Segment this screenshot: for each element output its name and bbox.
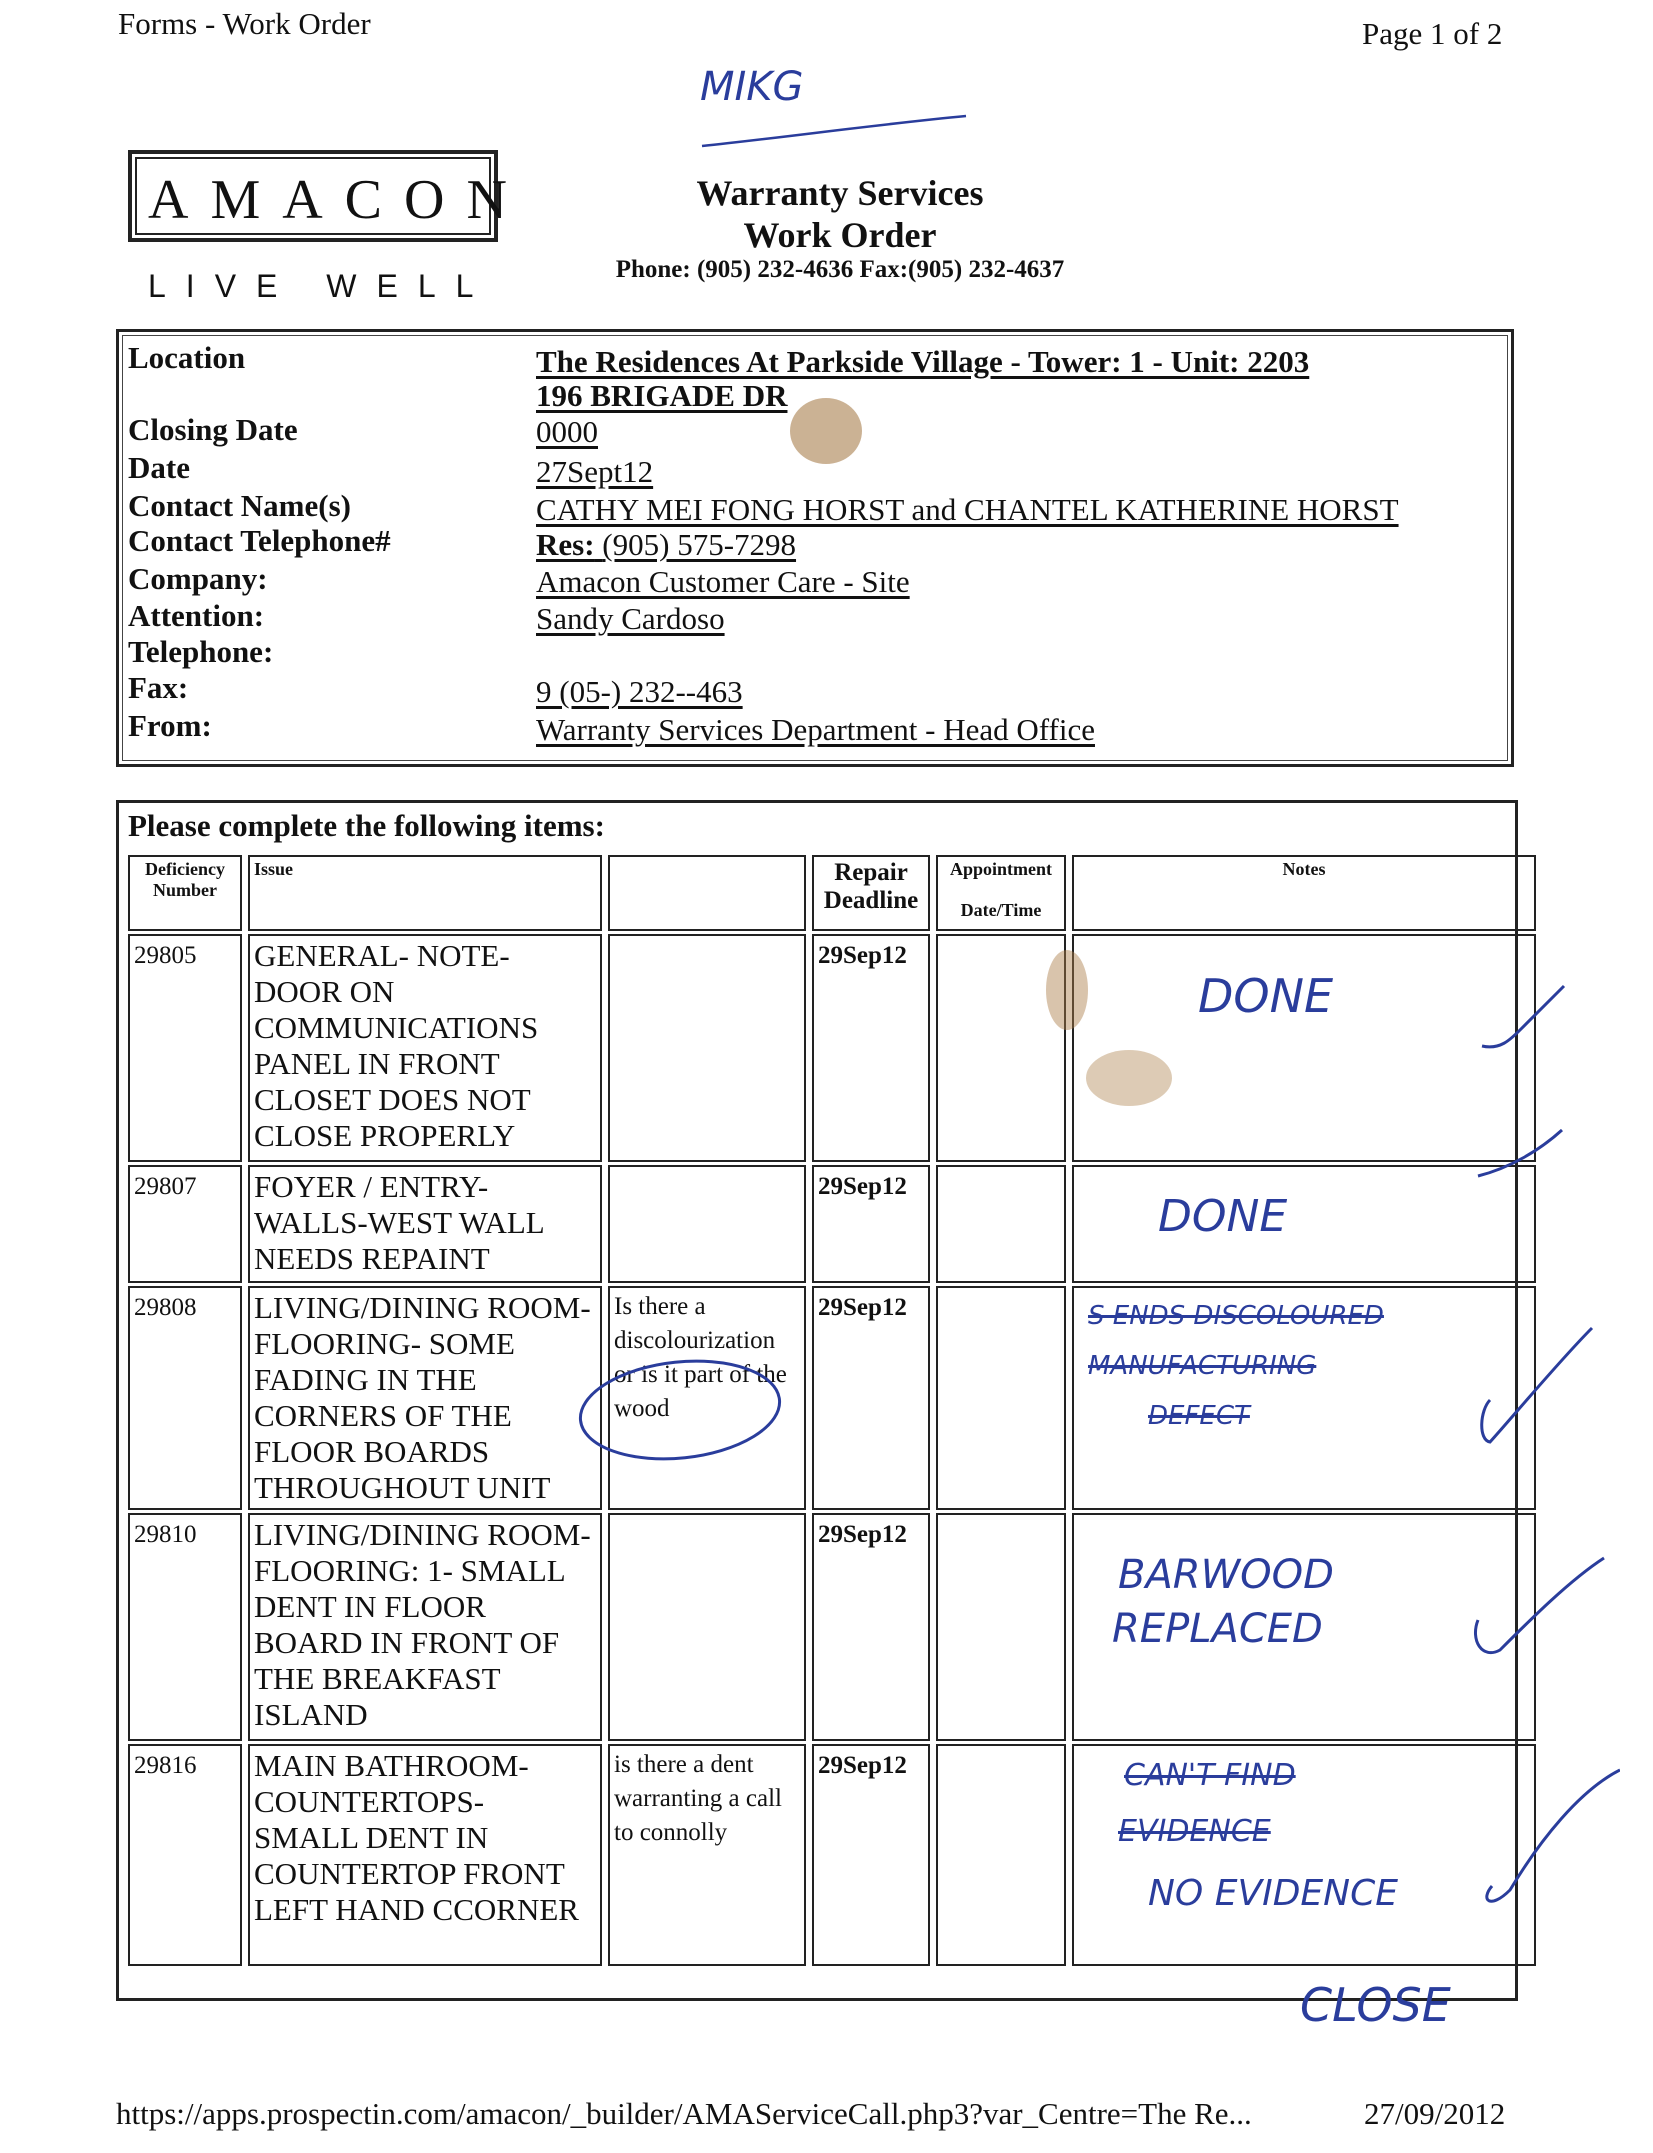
company-label: Company: <box>128 561 268 596</box>
header-repair-deadline: Repair Deadline <box>812 855 930 931</box>
handwritten-initials: MIKG <box>700 64 804 110</box>
notes-cell <box>1072 934 1536 1162</box>
company-tagline: LIVE WELL <box>148 268 494 304</box>
from-label: From: <box>128 708 212 743</box>
repair-deadline: 29Sep12 <box>812 1165 930 1283</box>
header-appointment-label: Appointment <box>949 859 1052 879</box>
handwritten-circle <box>570 1350 790 1480</box>
deficiency-number: 29807 <box>128 1165 242 1283</box>
contact-phone-fax: Phone: (905) 232-4636 Fax:(905) 232-4637 <box>615 256 1065 283</box>
handwritten-note: MANUFACTURING <box>1088 1351 1317 1381</box>
appointment-cell <box>936 1744 1066 1966</box>
handwritten-note: EVIDENCE <box>1118 1814 1271 1849</box>
document-subtitle: Work Order <box>743 215 937 255</box>
notes-cell <box>1072 1744 1536 1966</box>
repair-deadline: 29Sep12 <box>812 1513 930 1741</box>
notes-cell <box>1072 1286 1536 1510</box>
fax-label: Fax: <box>128 670 189 705</box>
coffee-stain <box>1046 950 1088 1030</box>
table-row <box>128 1286 1536 1510</box>
deficiency-number: 29805 <box>128 934 242 1162</box>
date-value: 27Sept12 <box>536 454 654 489</box>
coffee-stain <box>790 398 862 464</box>
deficiency-table <box>122 852 1542 1969</box>
issue-text: MAIN BATHROOM- COUNTERTOPS- SMALL DENT IN COUNTERTOP FRONT LEFT HAND CCORNER <box>248 1744 602 1966</box>
fax-value: 9 (05-) 232--463 <box>536 674 743 709</box>
document-title: Warranty Services <box>696 173 984 213</box>
handwritten-close: CLOSE <box>1300 1978 1451 2032</box>
telephone-prefix: Res: <box>536 527 595 562</box>
table-header-row <box>128 855 1536 931</box>
form-header-title: Forms - Work Order <box>118 6 371 41</box>
telephone-label: Telephone: <box>128 634 274 669</box>
location-address: 196 BRIGADE DR <box>536 378 788 413</box>
deficiency-number: 29816 <box>128 1744 242 1966</box>
handwritten-note: S ENDS DISCOLOURED <box>1088 1301 1384 1331</box>
issue-question <box>608 934 806 1162</box>
closing-date-value: 0000 <box>536 414 598 449</box>
table-row <box>128 1744 1536 1966</box>
deficiency-number: 29810 <box>128 1513 242 1741</box>
contact-name-label: Contact Name(s) <box>128 488 351 523</box>
header-issue: Issue <box>248 855 602 931</box>
attention-label: Attention: <box>128 598 265 633</box>
issue-question: Is there a discolourization or is it part of the wood <box>608 1286 806 1510</box>
table-row <box>128 1165 1536 1283</box>
telephone-number: (905) 575-7298 <box>602 527 797 562</box>
page-number: Page 1 of 2 <box>1362 16 1503 51</box>
repair-deadline: 29Sep12 <box>812 934 930 1162</box>
items-title: Please complete the following items: <box>128 808 605 843</box>
issue-text: FOYER / ENTRY- WALLS-WEST WALL NEEDS REPAINT <box>248 1165 602 1283</box>
appointment-cell <box>936 1513 1066 1741</box>
handwritten-underline <box>700 110 970 150</box>
footer-date: 27/09/2012 <box>1364 2096 1506 2131</box>
location-value: The Residences At Parkside Village - Tower: 1 - Unit: 2203 <box>536 344 1310 379</box>
appointment-cell <box>936 1165 1066 1283</box>
issue-question <box>608 1513 806 1741</box>
footer-url: https://apps.prospectin.com/amacon/_builder/AMAServiceCall.php3?var_Centre=The Re... <box>116 2096 1252 2131</box>
coffee-stain <box>1086 1050 1172 1106</box>
attention-value: Sandy Cardoso <box>536 601 725 636</box>
issue-text: LIVING/DINING ROOM- FLOORING: 1- SMALL DENT IN FLOOR BOARD IN FRONT OF THE BREAKFAST ISLAND <box>248 1513 602 1741</box>
handwritten-note: BARWOOD <box>1118 1552 1334 1598</box>
handwritten-note: DONE <box>1198 969 1334 1023</box>
handwritten-note: DONE <box>1158 1191 1288 1242</box>
contact-name-value: CATHY MEI FONG HORST and CHANTEL KATHERINE HORST <box>536 492 1399 527</box>
from-value: Warranty Services Department - Head Office <box>536 712 1095 747</box>
date-label: Date <box>128 450 190 485</box>
repair-deadline: 29Sep12 <box>812 1744 930 1966</box>
issue-text: LIVING/DINING ROOM- FLOORING- SOME FADING IN THE CORNERS OF THE FLOOR BOARDS THROUGHOUT UNIT <box>248 1286 602 1510</box>
handwritten-note: CAN'T FIND <box>1124 1758 1296 1793</box>
header-deficiency: Deficiency Number <box>128 855 242 931</box>
appointment-cell <box>936 934 1066 1162</box>
issue-question: is there a dent warranting a call to connolly <box>608 1744 806 1966</box>
notes-cell <box>1072 1513 1536 1741</box>
closing-date-label: Closing Date <box>128 412 298 447</box>
table-row <box>128 1513 1536 1741</box>
handwritten-note: DEFECT <box>1148 1401 1250 1431</box>
notes-cell <box>1072 1165 1536 1283</box>
location-label: Location <box>128 340 246 375</box>
handwritten-note: REPLACED <box>1112 1606 1323 1652</box>
header-appointment <box>936 855 1066 931</box>
issue-question <box>608 1165 806 1283</box>
deficiency-number: 29808 <box>128 1286 242 1510</box>
header-blank <box>608 855 806 931</box>
repair-deadline: 29Sep12 <box>812 1286 930 1510</box>
header-datetime-label: Date/Time <box>960 900 1042 920</box>
issue-text: GENERAL- NOTE- DOOR ON COMMUNICATIONS PANEL IN FRONT CLOSET DOES NOT CLOSE PROPERLY <box>248 934 602 1162</box>
header-notes: Notes <box>1072 855 1536 931</box>
table-row <box>128 934 1536 1162</box>
appointment-cell <box>936 1286 1066 1510</box>
company-logo: AMACON <box>148 169 529 231</box>
company-value: Amacon Customer Care - Site <box>536 564 910 599</box>
contact-telephone-label: Contact Telephone# <box>128 523 391 558</box>
contact-telephone-value <box>536 527 796 563</box>
handwritten-note: NO EVIDENCE <box>1148 1873 1398 1914</box>
check-marks <box>1470 980 1620 1930</box>
